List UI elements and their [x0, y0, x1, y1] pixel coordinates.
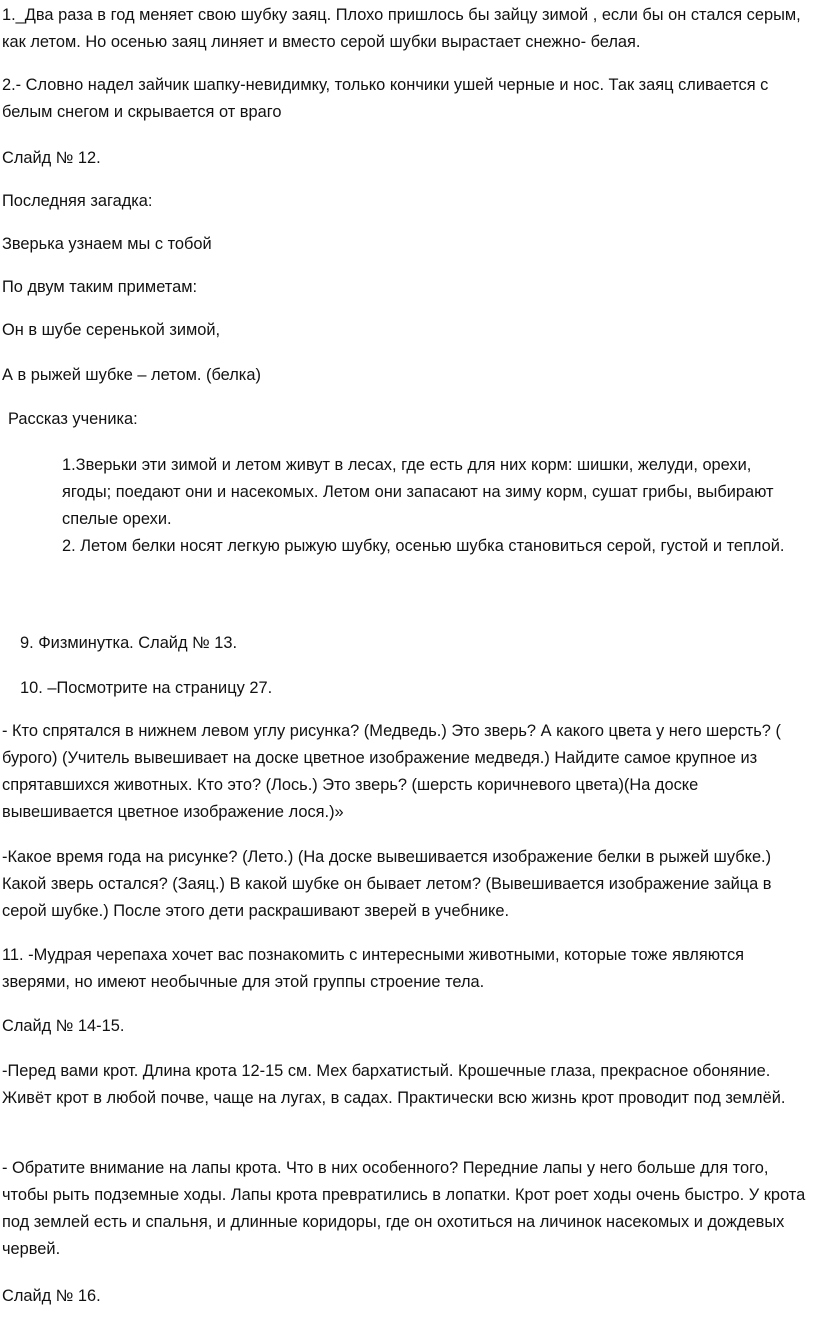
section-11-wise-turtle: 11. -Мудрая черепаха хочет вас познакомить с интересными животными, которые тоже являются зверями, но имеют необычные для этой группы строение тела. — [2, 946, 745, 991]
last-riddle-heading: Последняя загадка: — [2, 192, 153, 210]
paragraph-mole-paws: - Обратите внимание на лапы крота. Что в них особенного? Передние лапы у него больше для того, чтобы рыть подземные ходы. Лапы крота превратились в лопатки. Крот роет ходы очень быстро. У крота под землей есть и спальня, и длинные коридоры, где он охотиться на личинок насекомых и дождевых червей. — [2, 1159, 806, 1258]
student-story-heading: Рассказ ученика: — [8, 410, 138, 428]
student-story-item-1: 1.Зверьки эти зимой и летом живут в лесах, где есть для них корм: шишки, желуди, орехи, ягоды; поедают они и насекомых. Летом они запасают на зиму корм, сушат грибы, выбирают спелые орехи. — [62, 456, 774, 528]
slide-12-label: Слайд № 12. — [2, 149, 101, 167]
slide-16-label: Слайд № 16. — [2, 1287, 101, 1305]
paragraph-bear-moose: - Кто спрятался в нижнем левом углу рисунка? (Медведь.) Это зверь? А какого цвета у него шерсть? ( бурого) (Учитель вывешивает на доске цветное изображение медведя.) Найдите самое крупное из спрятавшихся животных. Кто это? (Лось.) Это зверь? (шерсть коричневого цвета)(На доске вывешивается цветное изображение лося.)» — [2, 722, 781, 821]
paragraph-hare-invisible: 2.- Словно надел зайчик шапку-невидимку, только кончики ушей черные и нос. Так заяц сливается с белым снегом и скрывается от враго — [2, 76, 769, 121]
section-10-page-27: 10. –Посмотрите на страницу 27. — [20, 679, 273, 697]
slide-14-15-label: Слайд № 14-15. — [2, 1017, 125, 1035]
riddle-line-1: Зверька узнаем мы с тобой — [2, 235, 212, 253]
riddle-line-3: Он в шубе серенькой зимой, — [2, 321, 221, 339]
riddle-line-2: По двум таким приметам: — [2, 278, 198, 296]
section-9-phys-minute: 9. Физминутка. Слайд № 13. — [20, 634, 238, 652]
student-story-item-2: 2. Летом белки носят легкую рыжую шубку, осенью шубка становиться серой, густой и теплой. — [62, 537, 785, 555]
paragraph-mole-intro: -Перед вами крот. Длина крота 12-15 см. Мех бархатистый. Крошечные глаза, прекрасное обоняние. Живёт крот в любой почве, чаще на лугах, в садах. Практически всю жизнь крот проводит под землёй. — [2, 1062, 786, 1107]
riddle-line-4: А в рыжей шубке – летом. (белка) — [2, 366, 261, 384]
paragraph-season-squirrel: -Какое время года на рисунке? (Лето.) (На доске вывешивается изображение белки в рыжей шубке.) Какой зверь остался? (Заяц.) В какой шубке он бывает летом? (Вывешивается изображение зайца в серой шубке.) После этого дети раскрашивают зверей в учебнике. — [2, 848, 772, 920]
paragraph-hare-coat-change: 1._Два раза в год меняет свою шубку заяц. Плохо пришлось бы зайцу зимой , если бы он стался серым, как летом. Но осенью заяц линяет и вместо серой шубки вырастает снежно- белая. — [2, 6, 801, 51]
